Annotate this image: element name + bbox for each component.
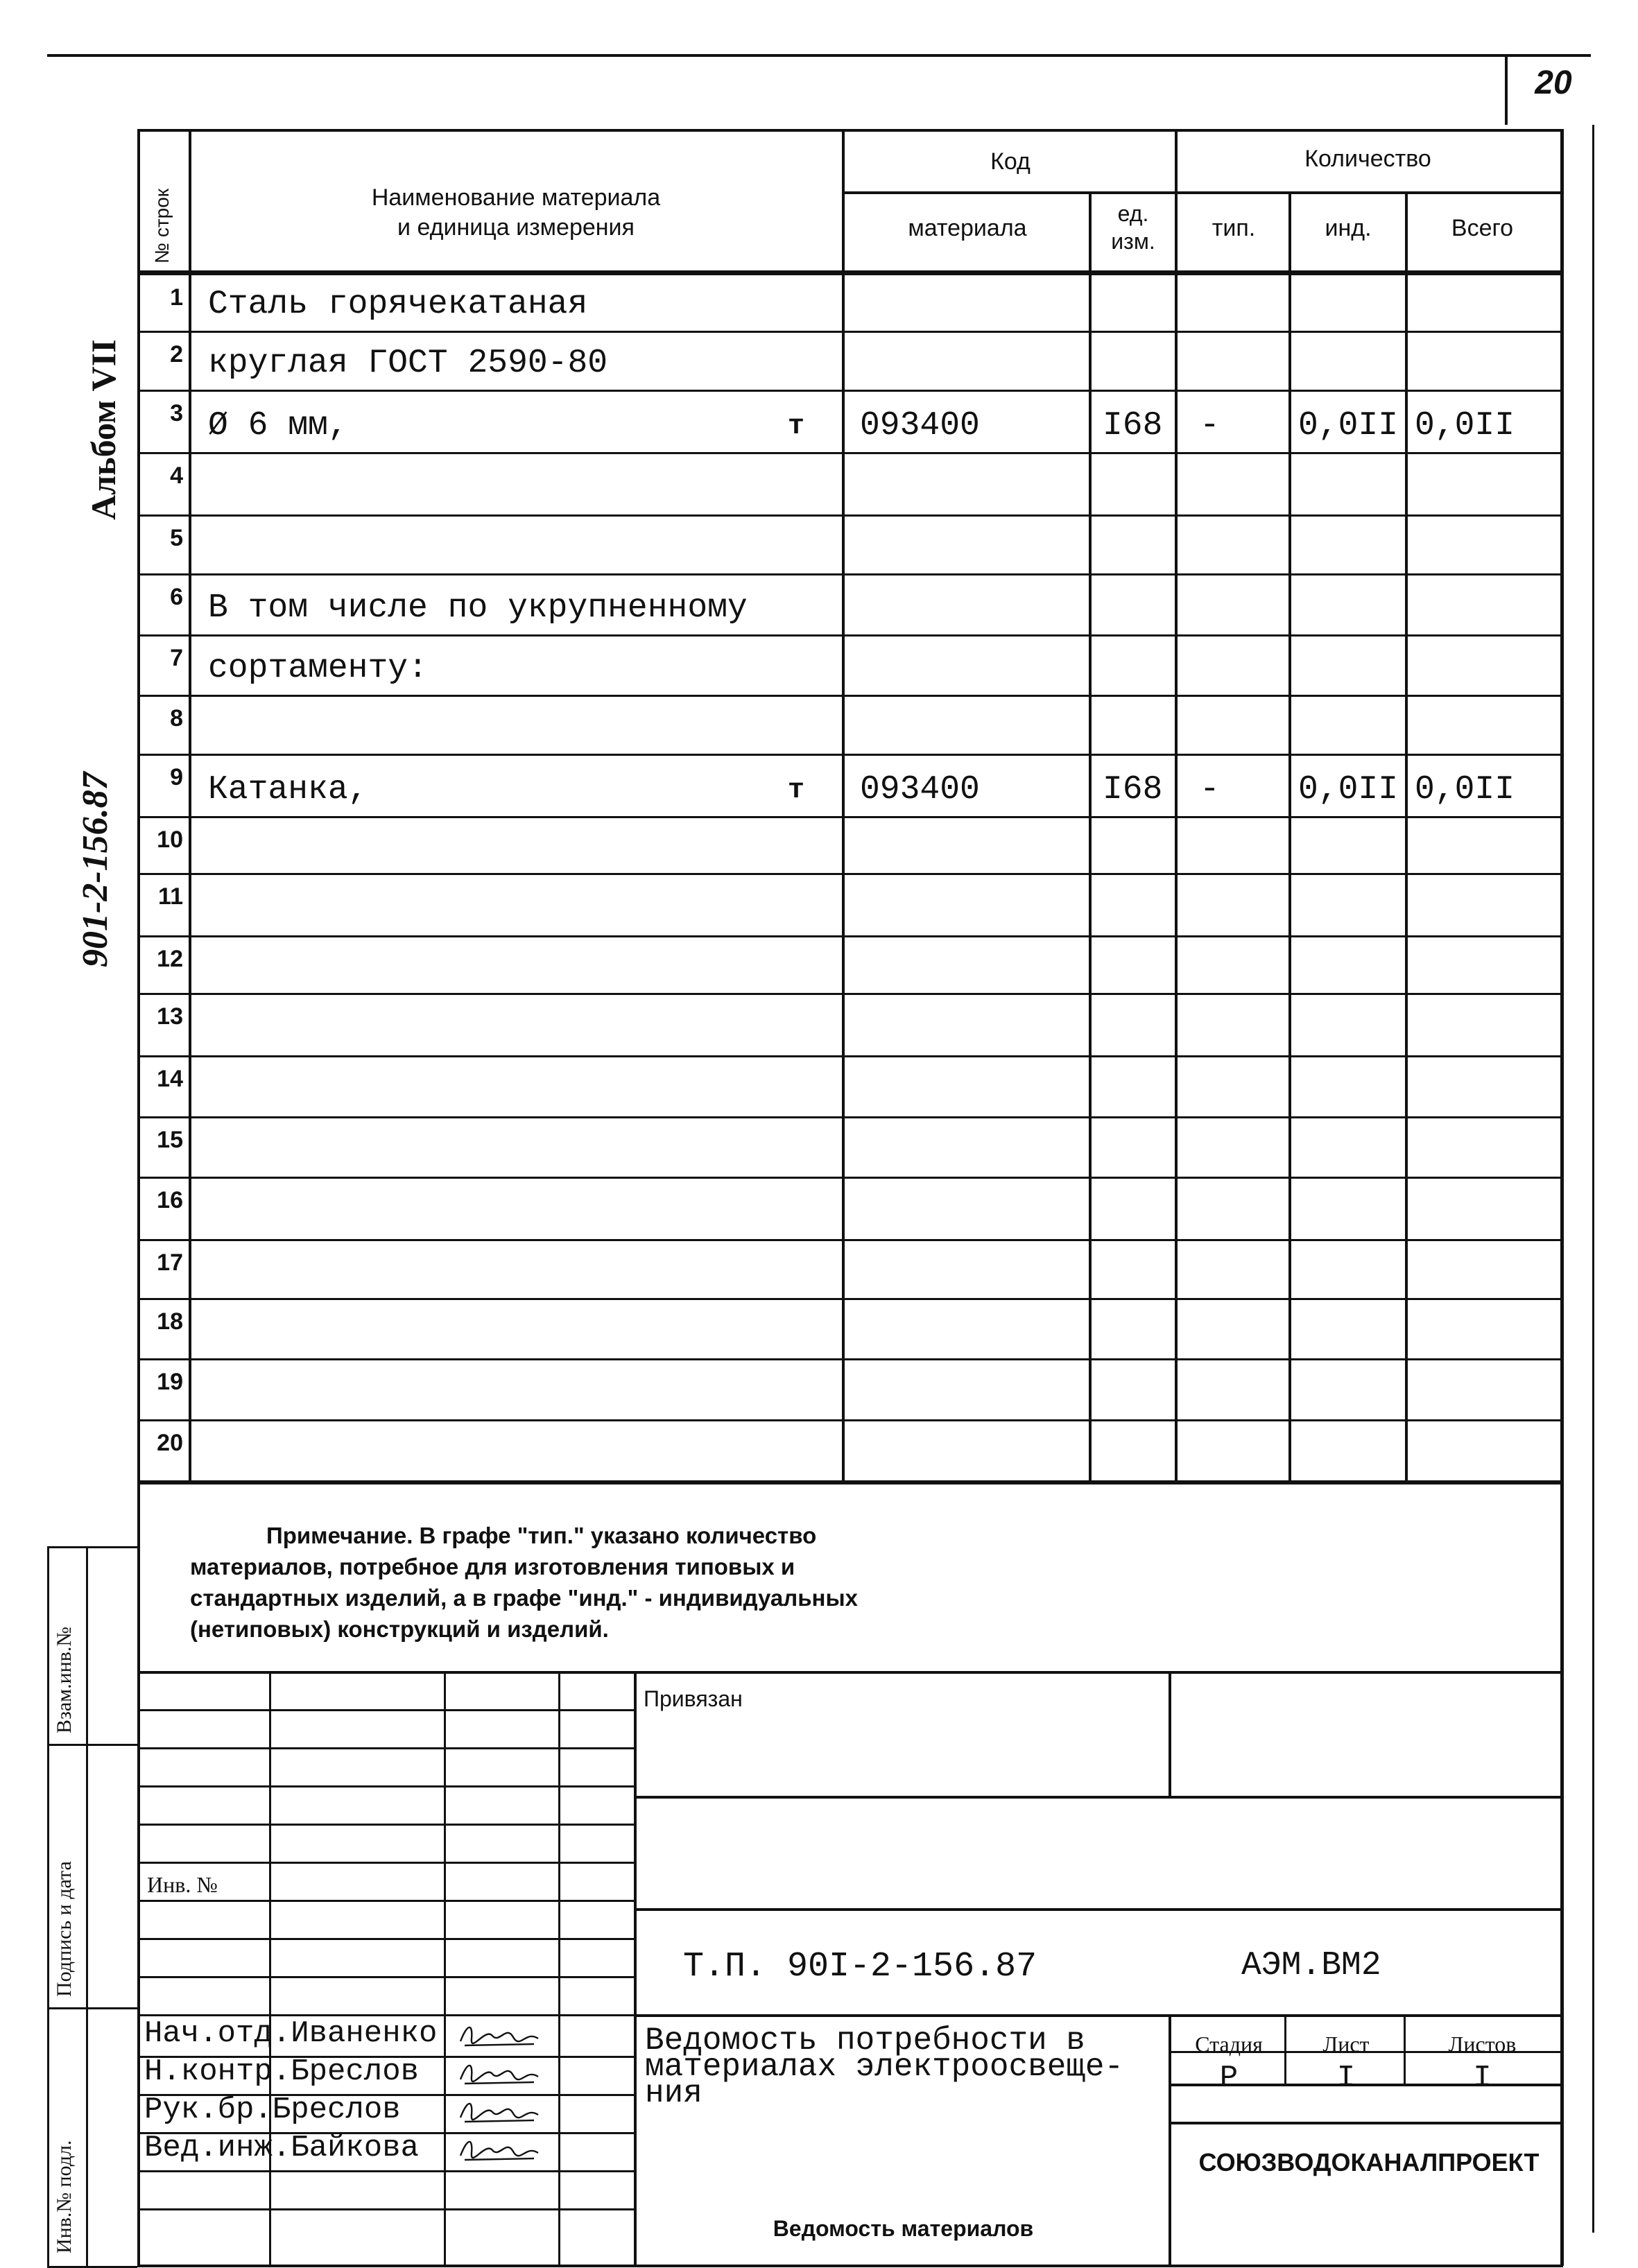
row-line-15 xyxy=(137,1177,1560,1179)
listov-label: Листов xyxy=(1448,2032,1517,2057)
handwritten-signature xyxy=(458,2094,541,2129)
tb-h-org-top xyxy=(1169,2122,1560,2124)
note-line-2: материалов, потребное для изготовления типовых и xyxy=(190,1554,795,1579)
kolichestvo-header: Количество xyxy=(1304,146,1431,172)
cell-name: Ø 6 мм, xyxy=(208,407,348,444)
right-border xyxy=(1592,125,1594,2233)
row-line-5 xyxy=(137,573,1560,575)
col-ed-left xyxy=(1089,191,1092,1482)
row-number: 13 xyxy=(157,1003,183,1030)
tb-h-7 xyxy=(137,1976,634,1978)
cell-code: 093400 xyxy=(860,771,980,808)
note-line-3: стандартных изделий, а в графе "инд." - индивидуальных xyxy=(190,1585,858,1611)
inv-podl-label: Инв.№ подл. xyxy=(53,2140,76,2253)
note-text xyxy=(190,1520,858,1645)
page-number: 20 xyxy=(1535,64,1572,101)
row-number: 6 xyxy=(170,584,183,610)
tb-v1 xyxy=(269,1671,271,2267)
row-number: 11 xyxy=(158,883,183,910)
note-line-1: Примечание. В графе "тип." указано количество xyxy=(266,1523,817,1548)
cell-total: 0,0II xyxy=(1415,771,1515,808)
row-number: 5 xyxy=(170,525,183,551)
listov-value: I xyxy=(1473,2061,1492,2095)
document-subtitle: Ведомость материалов xyxy=(773,2216,1034,2241)
row-number: 19 xyxy=(157,1369,183,1395)
row-line-4 xyxy=(137,514,1560,517)
row-number: 4 xyxy=(170,462,183,489)
row-number: 8 xyxy=(170,705,183,732)
tb-h-4 xyxy=(137,1862,634,1864)
col-vsego-left xyxy=(1405,191,1408,1482)
cell-unit: т xyxy=(788,775,805,806)
stamp-div2 xyxy=(47,2007,137,2009)
cell-ed: I68 xyxy=(1103,407,1163,444)
cell-total: 0,0II xyxy=(1415,407,1515,444)
cell-name: Катанка, xyxy=(208,771,368,808)
header-sub-line xyxy=(842,191,1560,194)
inv-no-label: Инв. № xyxy=(147,1872,218,1897)
tb-v4 xyxy=(634,1671,637,2267)
row-number: 1 xyxy=(170,284,183,311)
page-number-box-left xyxy=(1505,54,1508,125)
row-number-header: № строк xyxy=(151,188,173,263)
tip-header: тип. xyxy=(1212,215,1256,241)
tb-h-2 xyxy=(137,1785,634,1787)
name-header: Наименование материала и единица измерения xyxy=(371,184,661,241)
row-line-19 xyxy=(137,1419,1560,1421)
row-line-9 xyxy=(137,816,1560,818)
row-number: 16 xyxy=(157,1187,183,1213)
table-top xyxy=(137,129,1560,132)
organization-name: СОЮЗВОДОКАНАЛПРОЕКТ xyxy=(1198,2148,1540,2176)
materiala-header: материала xyxy=(908,215,1027,241)
cell-ind: 0,0II xyxy=(1298,407,1399,444)
cell-unit: т xyxy=(788,411,805,442)
sign-role: Н.контр. xyxy=(144,2054,291,2089)
header-bottom xyxy=(137,270,1560,275)
tb-h-code-top xyxy=(634,1908,1560,1911)
vsego-header: Всего xyxy=(1451,215,1514,241)
document-mark: АЭМ.ВМ2 xyxy=(1241,1947,1381,1984)
row-number: 14 xyxy=(157,1066,183,1092)
row-number: 2 xyxy=(170,341,183,367)
tb-h-3 xyxy=(137,1824,634,1826)
row-line-8 xyxy=(137,754,1560,756)
tb-h-6 xyxy=(137,1938,634,1940)
cell-name: сортаменту: xyxy=(208,650,428,687)
tb-h-privyazan-bottom xyxy=(634,1796,1560,1799)
tb-h-1 xyxy=(137,1747,634,1749)
tb-v3 xyxy=(558,1671,560,2267)
sign-role: Нач.отд. xyxy=(144,2016,291,2051)
sign-name: Байкова xyxy=(291,2131,420,2165)
row-number: 17 xyxy=(157,1249,183,1276)
tb-sign-h-3 xyxy=(137,2170,634,2172)
kod-header: Код xyxy=(990,148,1031,175)
sign-role: Рук.бр. xyxy=(144,2093,273,2127)
row-line-14 xyxy=(137,1116,1560,1118)
sign-role: Вед.инж. xyxy=(144,2131,291,2165)
ed-izm-header: ед. изм. xyxy=(1111,201,1155,254)
cell-tip: - xyxy=(1200,771,1220,808)
stamp-div1 xyxy=(47,1744,137,1746)
row-number: 7 xyxy=(170,645,183,671)
document-title: Ведомость потребности в материалах электроосвеще- ния xyxy=(645,2023,1124,2111)
row-line-17 xyxy=(137,1298,1560,1300)
stamp-top xyxy=(47,1546,137,1548)
stamp-col-left xyxy=(47,1546,49,2267)
list-label: Лист xyxy=(1322,2032,1370,2057)
handwritten-signature xyxy=(458,2056,541,2090)
tb-v-list xyxy=(1284,2014,1286,2084)
album-label: Альбом VII xyxy=(84,339,123,520)
sign-name: Иваненко xyxy=(291,2016,438,2051)
row-number: 20 xyxy=(157,1430,183,1456)
cell-name: В том числе по укрупненному xyxy=(208,589,748,627)
cell-code: 093400 xyxy=(860,407,980,444)
row-line-3 xyxy=(137,452,1560,454)
row-number: 10 xyxy=(157,826,183,853)
note-line-4: (нетиповых) конструкций и изделий. xyxy=(190,1616,609,1642)
tb-v-privyazan xyxy=(1169,1671,1171,1796)
top-border xyxy=(47,54,1591,57)
row-line-16 xyxy=(137,1239,1560,1241)
row-number: 15 xyxy=(157,1127,183,1153)
row-line-6 xyxy=(137,634,1560,637)
handwritten-signature xyxy=(458,2132,541,2167)
cell-tip: - xyxy=(1200,407,1220,444)
handwritten-signature xyxy=(458,2018,541,2052)
row-number: 12 xyxy=(157,946,183,972)
row-line-1 xyxy=(137,331,1560,333)
row-line-18 xyxy=(137,1358,1560,1360)
row-number: 9 xyxy=(170,764,183,790)
tb-sign-h-4 xyxy=(137,2208,634,2210)
row-line-13 xyxy=(137,1055,1560,1057)
cell-ind: 0,0II xyxy=(1298,771,1399,808)
stamp-col-right xyxy=(86,1546,88,2267)
cell-ed: I68 xyxy=(1103,771,1163,808)
tb-v2 xyxy=(444,1671,446,2267)
row-line-12 xyxy=(137,993,1560,995)
row-line-20 xyxy=(137,1480,1560,1484)
cell-name: Сталь горячекатаная xyxy=(208,286,588,323)
table-right xyxy=(1560,129,1564,1488)
tb-h-5 xyxy=(137,1900,634,1902)
privyazan-label: Привязан xyxy=(644,1686,743,1711)
sign-name: Бреслов xyxy=(272,2093,401,2127)
row-line-2 xyxy=(137,390,1560,392)
tb-h-0 xyxy=(137,1709,634,1711)
vzam-label: Взам.инв.№ xyxy=(53,1626,76,1733)
ind-header: инд. xyxy=(1325,215,1372,241)
row-line-7 xyxy=(137,695,1560,697)
cell-name: круглая ГОСТ 2590-80 xyxy=(208,345,608,382)
document-code: Т.П. 90I-2-156.87 xyxy=(683,1947,1037,1986)
list-value: I xyxy=(1336,2061,1356,2095)
row-line-10 xyxy=(137,873,1560,875)
row-number: 18 xyxy=(157,1308,183,1335)
col-ind-left xyxy=(1288,191,1291,1482)
stadiya-label: Стадия xyxy=(1195,2032,1263,2057)
stadiya-value: Р xyxy=(1219,2061,1239,2095)
sign-name: Бреслов xyxy=(291,2054,420,2089)
note-bottom xyxy=(137,1671,1563,1674)
row-line-11 xyxy=(137,935,1560,937)
row-number: 3 xyxy=(170,400,183,426)
tb-h-code-bottom xyxy=(634,2014,1560,2017)
podpis-label: Подпись и дата xyxy=(53,1861,76,1997)
table-bottom xyxy=(137,2265,1563,2267)
project-code-side: 901-2-156.87 xyxy=(76,772,115,967)
